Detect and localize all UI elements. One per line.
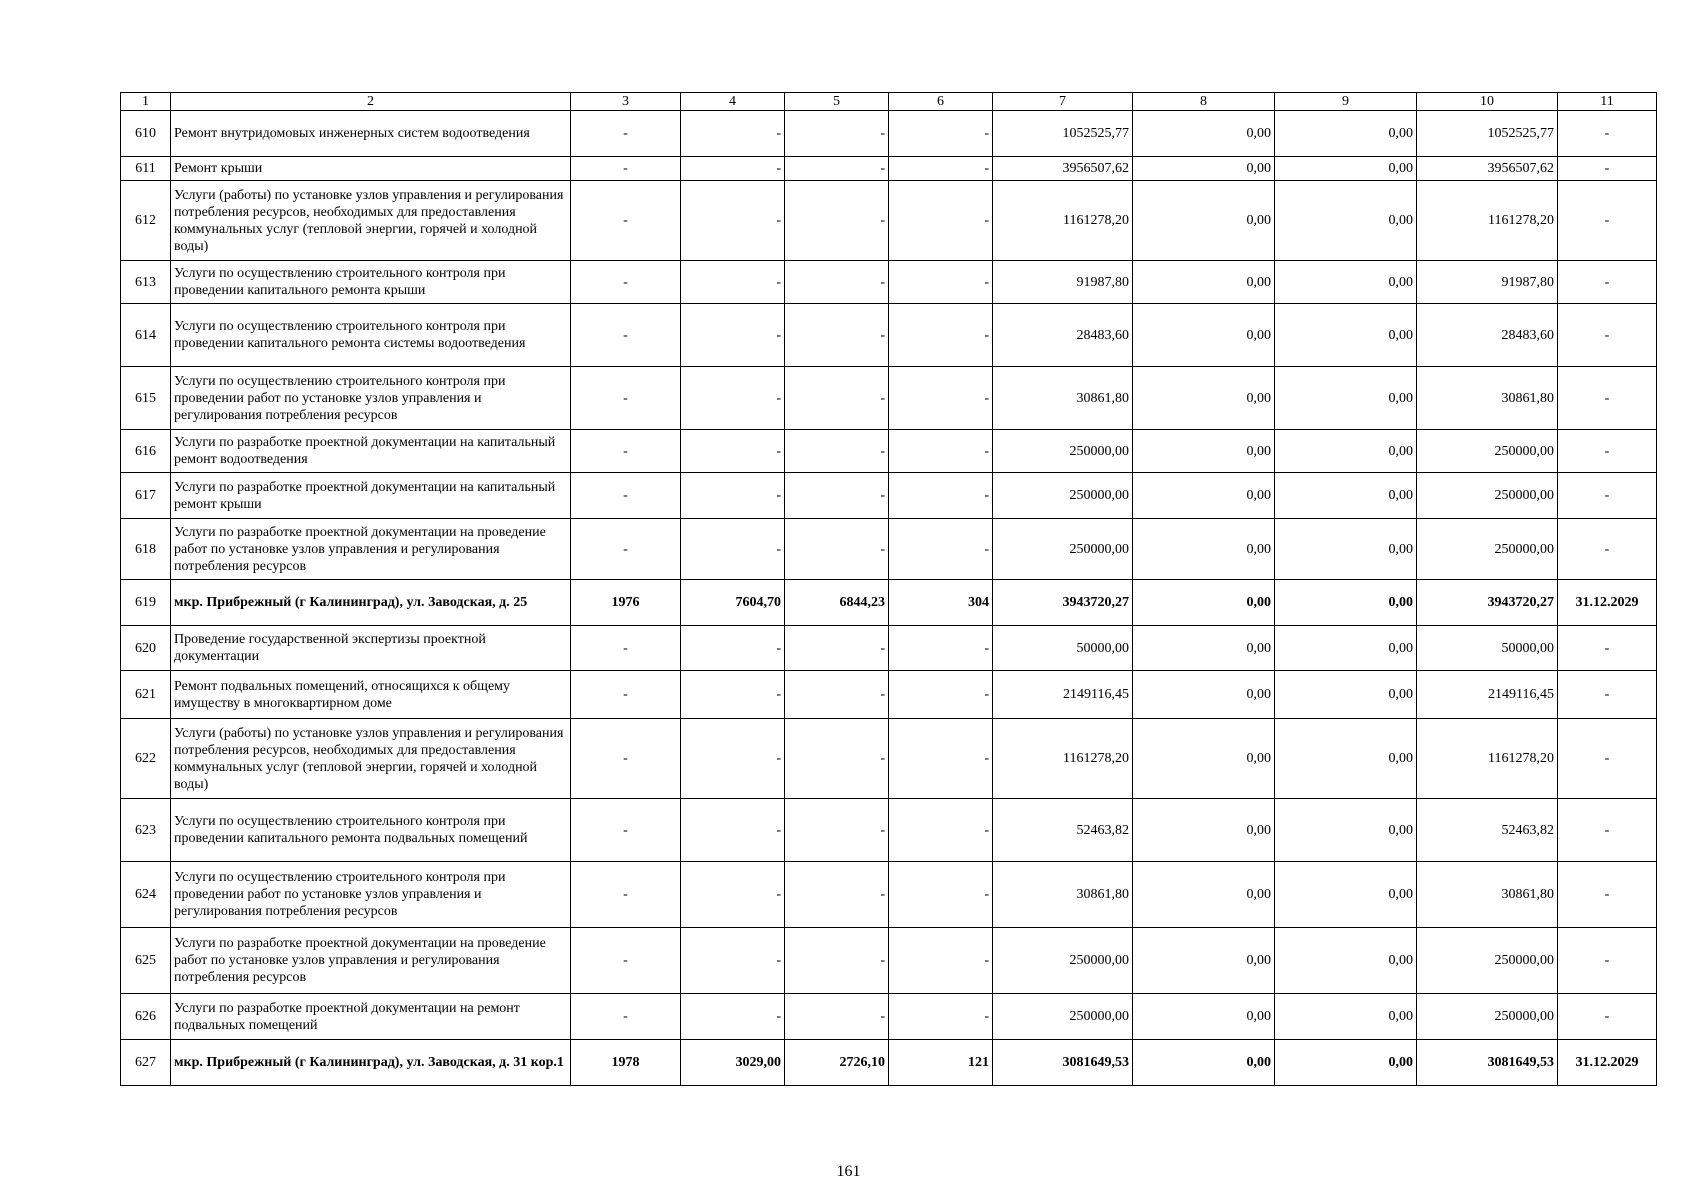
deadline-cell: - bbox=[1558, 519, 1657, 580]
work-description-cell: Услуги по осуществлению строительного контроля при проведении капитального ремонта крыши bbox=[171, 261, 571, 304]
year-cell: - bbox=[571, 994, 681, 1040]
area-total-cell: - bbox=[681, 111, 785, 157]
row-number-cell: 627 bbox=[121, 1040, 171, 1086]
cost-col-10-cell: 3956507,62 bbox=[1417, 157, 1558, 181]
residents-cell: - bbox=[889, 473, 993, 519]
column-header-6: 6 bbox=[889, 93, 993, 111]
cost-col-9-cell: 0,00 bbox=[1275, 580, 1417, 626]
year-cell: - bbox=[571, 626, 681, 671]
cost-col-8-cell: 0,00 bbox=[1133, 157, 1275, 181]
column-header-11: 11 bbox=[1558, 93, 1657, 111]
deadline-cell: - bbox=[1558, 799, 1657, 862]
column-header-3: 3 bbox=[571, 93, 681, 111]
deadline-cell: - bbox=[1558, 719, 1657, 799]
cost-total-cell: 250000,00 bbox=[993, 473, 1133, 519]
area-total-cell: - bbox=[681, 261, 785, 304]
area-total-cell: - bbox=[681, 719, 785, 799]
cost-total-cell: 3943720,27 bbox=[993, 580, 1133, 626]
table-row bbox=[121, 367, 1657, 430]
residents-cell: - bbox=[889, 430, 993, 473]
area-total-cell: - bbox=[681, 367, 785, 430]
area-total-cell: - bbox=[681, 994, 785, 1040]
work-description-cell: Услуги по разработке проектной документации на капитальный ремонт крыши bbox=[171, 473, 571, 519]
cost-col-9-cell: 0,00 bbox=[1275, 111, 1417, 157]
cost-col-10-cell: 250000,00 bbox=[1417, 519, 1558, 580]
column-header-2: 2 bbox=[171, 93, 571, 111]
column-header-8: 8 bbox=[1133, 93, 1275, 111]
cost-total-cell: 3081649,53 bbox=[993, 1040, 1133, 1086]
cost-col-8-cell: 0,00 bbox=[1133, 671, 1275, 719]
cost-col-8-cell: 0,00 bbox=[1133, 862, 1275, 928]
year-cell: - bbox=[571, 799, 681, 862]
address-row bbox=[121, 580, 1657, 626]
page-number: 161 bbox=[836, 1163, 861, 1180]
cost-col-10-cell: 250000,00 bbox=[1417, 928, 1558, 994]
year-cell: 1976 bbox=[571, 580, 681, 626]
cost-col-10-cell: 250000,00 bbox=[1417, 473, 1558, 519]
area-total-cell: - bbox=[681, 430, 785, 473]
area-total-cell: - bbox=[681, 473, 785, 519]
residents-cell: - bbox=[889, 304, 993, 367]
deadline-cell: - bbox=[1558, 473, 1657, 519]
residents-cell: - bbox=[889, 261, 993, 304]
table-row bbox=[121, 111, 1657, 157]
cost-col-8-cell: 0,00 bbox=[1133, 367, 1275, 430]
area-living-cell: - bbox=[785, 626, 889, 671]
area-total-cell: 3029,00 bbox=[681, 1040, 785, 1086]
area-living-cell: - bbox=[785, 430, 889, 473]
area-living-cell: 6844,23 bbox=[785, 580, 889, 626]
deadline-cell: - bbox=[1558, 994, 1657, 1040]
cost-col-10-cell: 3081649,53 bbox=[1417, 1040, 1558, 1086]
cost-col-8-cell: 0,00 bbox=[1133, 719, 1275, 799]
year-cell: - bbox=[571, 157, 681, 181]
area-total-cell: - bbox=[681, 799, 785, 862]
area-total-cell: 7604,70 bbox=[681, 580, 785, 626]
cost-col-9-cell: 0,00 bbox=[1275, 367, 1417, 430]
area-living-cell: - bbox=[785, 862, 889, 928]
cost-total-cell: 30861,80 bbox=[993, 367, 1133, 430]
cost-col-9-cell: 0,00 bbox=[1275, 430, 1417, 473]
area-living-cell: - bbox=[785, 994, 889, 1040]
cost-col-10-cell: 91987,80 bbox=[1417, 261, 1558, 304]
residents-cell: - bbox=[889, 626, 993, 671]
cost-col-10-cell: 250000,00 bbox=[1417, 994, 1558, 1040]
cost-col-10-cell: 1161278,20 bbox=[1417, 719, 1558, 799]
row-number-cell: 611 bbox=[121, 157, 171, 181]
row-number-cell: 612 bbox=[121, 181, 171, 261]
year-cell: - bbox=[571, 862, 681, 928]
area-living-cell: - bbox=[785, 181, 889, 261]
area-living-cell: - bbox=[785, 304, 889, 367]
table-body bbox=[121, 111, 1657, 1086]
residents-cell: - bbox=[889, 928, 993, 994]
cost-total-cell: 91987,80 bbox=[993, 261, 1133, 304]
row-number-cell: 619 bbox=[121, 580, 171, 626]
area-total-cell: - bbox=[681, 862, 785, 928]
deadline-cell: 31.12.2029 bbox=[1558, 1040, 1657, 1086]
table-row bbox=[121, 719, 1657, 799]
row-number-cell: 622 bbox=[121, 719, 171, 799]
cost-total-cell: 1161278,20 bbox=[993, 719, 1133, 799]
work-description-cell: Услуги по осуществлению строительного контроля при проведении капитального ремонта подвальных помещений bbox=[171, 799, 571, 862]
year-cell: - bbox=[571, 430, 681, 473]
column-header-4: 4 bbox=[681, 93, 785, 111]
cost-total-cell: 50000,00 bbox=[993, 626, 1133, 671]
column-header-9: 9 bbox=[1275, 93, 1417, 111]
row-number-cell: 626 bbox=[121, 994, 171, 1040]
residents-cell: - bbox=[889, 111, 993, 157]
table-row bbox=[121, 181, 1657, 261]
table-row bbox=[121, 473, 1657, 519]
area-living-cell: 2726,10 bbox=[785, 1040, 889, 1086]
cost-col-10-cell: 250000,00 bbox=[1417, 430, 1558, 473]
budget-table bbox=[120, 92, 1657, 1086]
area-living-cell: - bbox=[785, 157, 889, 181]
year-cell: - bbox=[571, 181, 681, 261]
cost-col-8-cell: 0,00 bbox=[1133, 580, 1275, 626]
cost-col-9-cell: 0,00 bbox=[1275, 157, 1417, 181]
cost-total-cell: 250000,00 bbox=[993, 928, 1133, 994]
cost-total-cell: 250000,00 bbox=[993, 994, 1133, 1040]
area-living-cell: - bbox=[785, 367, 889, 430]
deadline-cell: 31.12.2029 bbox=[1558, 580, 1657, 626]
cost-total-cell: 250000,00 bbox=[993, 519, 1133, 580]
cost-total-cell: 1161278,20 bbox=[993, 181, 1133, 261]
area-living-cell: - bbox=[785, 928, 889, 994]
column-header-10: 10 bbox=[1417, 93, 1558, 111]
deadline-cell: - bbox=[1558, 671, 1657, 719]
cost-col-9-cell: 0,00 bbox=[1275, 928, 1417, 994]
deadline-cell: - bbox=[1558, 304, 1657, 367]
deadline-cell: - bbox=[1558, 862, 1657, 928]
year-cell: - bbox=[571, 719, 681, 799]
table-row bbox=[121, 626, 1657, 671]
cost-col-10-cell: 1161278,20 bbox=[1417, 181, 1558, 261]
work-description-cell: Ремонт подвальных помещений, относящихся к общему имуществу в многоквартирном доме bbox=[171, 671, 571, 719]
year-cell: - bbox=[571, 367, 681, 430]
year-cell: - bbox=[571, 671, 681, 719]
row-number-cell: 621 bbox=[121, 671, 171, 719]
area-total-cell: - bbox=[681, 181, 785, 261]
table-row bbox=[121, 799, 1657, 862]
area-living-cell: - bbox=[785, 261, 889, 304]
deadline-cell: - bbox=[1558, 626, 1657, 671]
cost-col-10-cell: 30861,80 bbox=[1417, 862, 1558, 928]
table-row bbox=[121, 862, 1657, 928]
area-total-cell: - bbox=[681, 626, 785, 671]
cost-col-9-cell: 0,00 bbox=[1275, 799, 1417, 862]
table-row bbox=[121, 430, 1657, 473]
cost-total-cell: 30861,80 bbox=[993, 862, 1133, 928]
column-number-row bbox=[121, 93, 1657, 111]
row-number-cell: 610 bbox=[121, 111, 171, 157]
residents-cell: - bbox=[889, 367, 993, 430]
cost-col-9-cell: 0,00 bbox=[1275, 519, 1417, 580]
deadline-cell: - bbox=[1558, 181, 1657, 261]
cost-col-8-cell: 0,00 bbox=[1133, 111, 1275, 157]
row-number-cell: 624 bbox=[121, 862, 171, 928]
cost-col-10-cell: 2149116,45 bbox=[1417, 671, 1558, 719]
table-row bbox=[121, 157, 1657, 181]
work-description-cell: Услуги по разработке проектной документации на капитальный ремонт водоотведения bbox=[171, 430, 571, 473]
work-description-cell: Услуги по осуществлению строительного контроля при проведении капитального ремонта системы водоотведения bbox=[171, 304, 571, 367]
cost-col-8-cell: 0,00 bbox=[1133, 261, 1275, 304]
cost-col-8-cell: 0,00 bbox=[1133, 1040, 1275, 1086]
cost-total-cell: 52463,82 bbox=[993, 799, 1133, 862]
cost-col-9-cell: 0,00 bbox=[1275, 994, 1417, 1040]
cost-total-cell: 3956507,62 bbox=[993, 157, 1133, 181]
column-header-7: 7 bbox=[993, 93, 1133, 111]
table-row bbox=[121, 928, 1657, 994]
cost-col-9-cell: 0,00 bbox=[1275, 719, 1417, 799]
work-description-cell: мкр. Прибрежный (г Калининград), ул. Заводская, д. 25 bbox=[171, 580, 571, 626]
cost-col-8-cell: 0,00 bbox=[1133, 181, 1275, 261]
deadline-cell: - bbox=[1558, 157, 1657, 181]
row-number-cell: 623 bbox=[121, 799, 171, 862]
area-total-cell: - bbox=[681, 928, 785, 994]
area-living-cell: - bbox=[785, 719, 889, 799]
residents-cell: - bbox=[889, 181, 993, 261]
area-living-cell: - bbox=[785, 671, 889, 719]
cost-col-9-cell: 0,00 bbox=[1275, 671, 1417, 719]
column-header-5: 5 bbox=[785, 93, 889, 111]
cost-col-10-cell: 30861,80 bbox=[1417, 367, 1558, 430]
row-number-cell: 613 bbox=[121, 261, 171, 304]
address-row bbox=[121, 1040, 1657, 1086]
deadline-cell: - bbox=[1558, 928, 1657, 994]
cost-col-9-cell: 0,00 bbox=[1275, 181, 1417, 261]
area-living-cell: - bbox=[785, 111, 889, 157]
area-living-cell: - bbox=[785, 799, 889, 862]
area-total-cell: - bbox=[681, 519, 785, 580]
year-cell: - bbox=[571, 473, 681, 519]
residents-cell: - bbox=[889, 157, 993, 181]
cost-col-9-cell: 0,00 bbox=[1275, 304, 1417, 367]
residents-cell: 121 bbox=[889, 1040, 993, 1086]
area-total-cell: - bbox=[681, 304, 785, 367]
deadline-cell: - bbox=[1558, 111, 1657, 157]
work-description-cell: Услуги по разработке проектной документации на проведение работ по установке узлов управления и регулирования потребления ресурсов bbox=[171, 928, 571, 994]
work-description-cell: Ремонт крыши bbox=[171, 157, 571, 181]
cost-col-10-cell: 28483,60 bbox=[1417, 304, 1558, 367]
row-number-cell: 617 bbox=[121, 473, 171, 519]
work-description-cell: Проведение государственной экспертизы проектной документации bbox=[171, 626, 571, 671]
cost-total-cell: 2149116,45 bbox=[993, 671, 1133, 719]
cost-col-9-cell: 0,00 bbox=[1275, 626, 1417, 671]
work-description-cell: Услуги (работы) по установке узлов управления и регулирования потребления ресурсов, необходимых для предоставления коммунальных услуг (тепловой энергии, горячей и холодной воды) bbox=[171, 181, 571, 261]
work-description-cell: Услуги по разработке проектной документации на ремонт подвальных помещений bbox=[171, 994, 571, 1040]
deadline-cell: - bbox=[1558, 261, 1657, 304]
year-cell: - bbox=[571, 304, 681, 367]
cost-col-9-cell: 0,00 bbox=[1275, 473, 1417, 519]
cost-col-8-cell: 0,00 bbox=[1133, 304, 1275, 367]
area-living-cell: - bbox=[785, 519, 889, 580]
residents-cell: - bbox=[889, 671, 993, 719]
work-description-cell: Услуги по осуществлению строительного контроля при проведении работ по установке узлов управления и регулирования потребления ресурсов bbox=[171, 367, 571, 430]
residents-cell: - bbox=[889, 799, 993, 862]
work-description-cell: Услуги по осуществлению строительного контроля при проведении работ по установке узлов управления и регулирования потребления ресурсов bbox=[171, 862, 571, 928]
year-cell: - bbox=[571, 261, 681, 304]
cost-col-9-cell: 0,00 bbox=[1275, 1040, 1417, 1086]
deadline-cell: - bbox=[1558, 430, 1657, 473]
table-row bbox=[121, 261, 1657, 304]
cost-total-cell: 250000,00 bbox=[993, 430, 1133, 473]
row-number-cell: 615 bbox=[121, 367, 171, 430]
cost-col-9-cell: 0,00 bbox=[1275, 261, 1417, 304]
cost-col-8-cell: 0,00 bbox=[1133, 519, 1275, 580]
cost-col-8-cell: 0,00 bbox=[1133, 994, 1275, 1040]
residents-cell: - bbox=[889, 719, 993, 799]
cost-total-cell: 1052525,77 bbox=[993, 111, 1133, 157]
cost-col-8-cell: 0,00 bbox=[1133, 473, 1275, 519]
residents-cell: 304 bbox=[889, 580, 993, 626]
area-living-cell: - bbox=[785, 473, 889, 519]
cost-col-9-cell: 0,00 bbox=[1275, 862, 1417, 928]
table-row bbox=[121, 994, 1657, 1040]
table-row bbox=[121, 671, 1657, 719]
cost-col-10-cell: 52463,82 bbox=[1417, 799, 1558, 862]
residents-cell: - bbox=[889, 862, 993, 928]
cost-total-cell: 28483,60 bbox=[993, 304, 1133, 367]
cost-col-10-cell: 1052525,77 bbox=[1417, 111, 1558, 157]
table-row bbox=[121, 519, 1657, 580]
work-description-cell: мкр. Прибрежный (г Калининград), ул. Заводская, д. 31 кор.1 bbox=[171, 1040, 571, 1086]
year-cell: - bbox=[571, 928, 681, 994]
year-cell: - bbox=[571, 111, 681, 157]
table-row bbox=[121, 304, 1657, 367]
work-description-cell: Услуги (работы) по установке узлов управления и регулирования потребления ресурсов, необходимых для предоставления коммунальных услуг (тепловой энергии, горячей и холодной воды) bbox=[171, 719, 571, 799]
cost-col-8-cell: 0,00 bbox=[1133, 799, 1275, 862]
deadline-cell: - bbox=[1558, 367, 1657, 430]
area-total-cell: - bbox=[681, 671, 785, 719]
cost-col-10-cell: 3943720,27 bbox=[1417, 580, 1558, 626]
row-number-cell: 625 bbox=[121, 928, 171, 994]
cost-col-8-cell: 0,00 bbox=[1133, 928, 1275, 994]
row-number-cell: 618 bbox=[121, 519, 171, 580]
residents-cell: - bbox=[889, 519, 993, 580]
row-number-cell: 620 bbox=[121, 626, 171, 671]
cost-col-8-cell: 0,00 bbox=[1133, 626, 1275, 671]
row-number-cell: 616 bbox=[121, 430, 171, 473]
cost-col-8-cell: 0,00 bbox=[1133, 430, 1275, 473]
work-description-cell: Ремонт внутридомовых инженерных систем водоотведения bbox=[171, 111, 571, 157]
area-total-cell: - bbox=[681, 157, 785, 181]
cost-col-10-cell: 50000,00 bbox=[1417, 626, 1558, 671]
row-number-cell: 614 bbox=[121, 304, 171, 367]
year-cell: 1978 bbox=[571, 1040, 681, 1086]
residents-cell: - bbox=[889, 994, 993, 1040]
column-header-1: 1 bbox=[121, 93, 171, 111]
year-cell: - bbox=[571, 519, 681, 580]
work-description-cell: Услуги по разработке проектной документации на проведение работ по установке узлов управления и регулирования потребления ресурсов bbox=[171, 519, 571, 580]
